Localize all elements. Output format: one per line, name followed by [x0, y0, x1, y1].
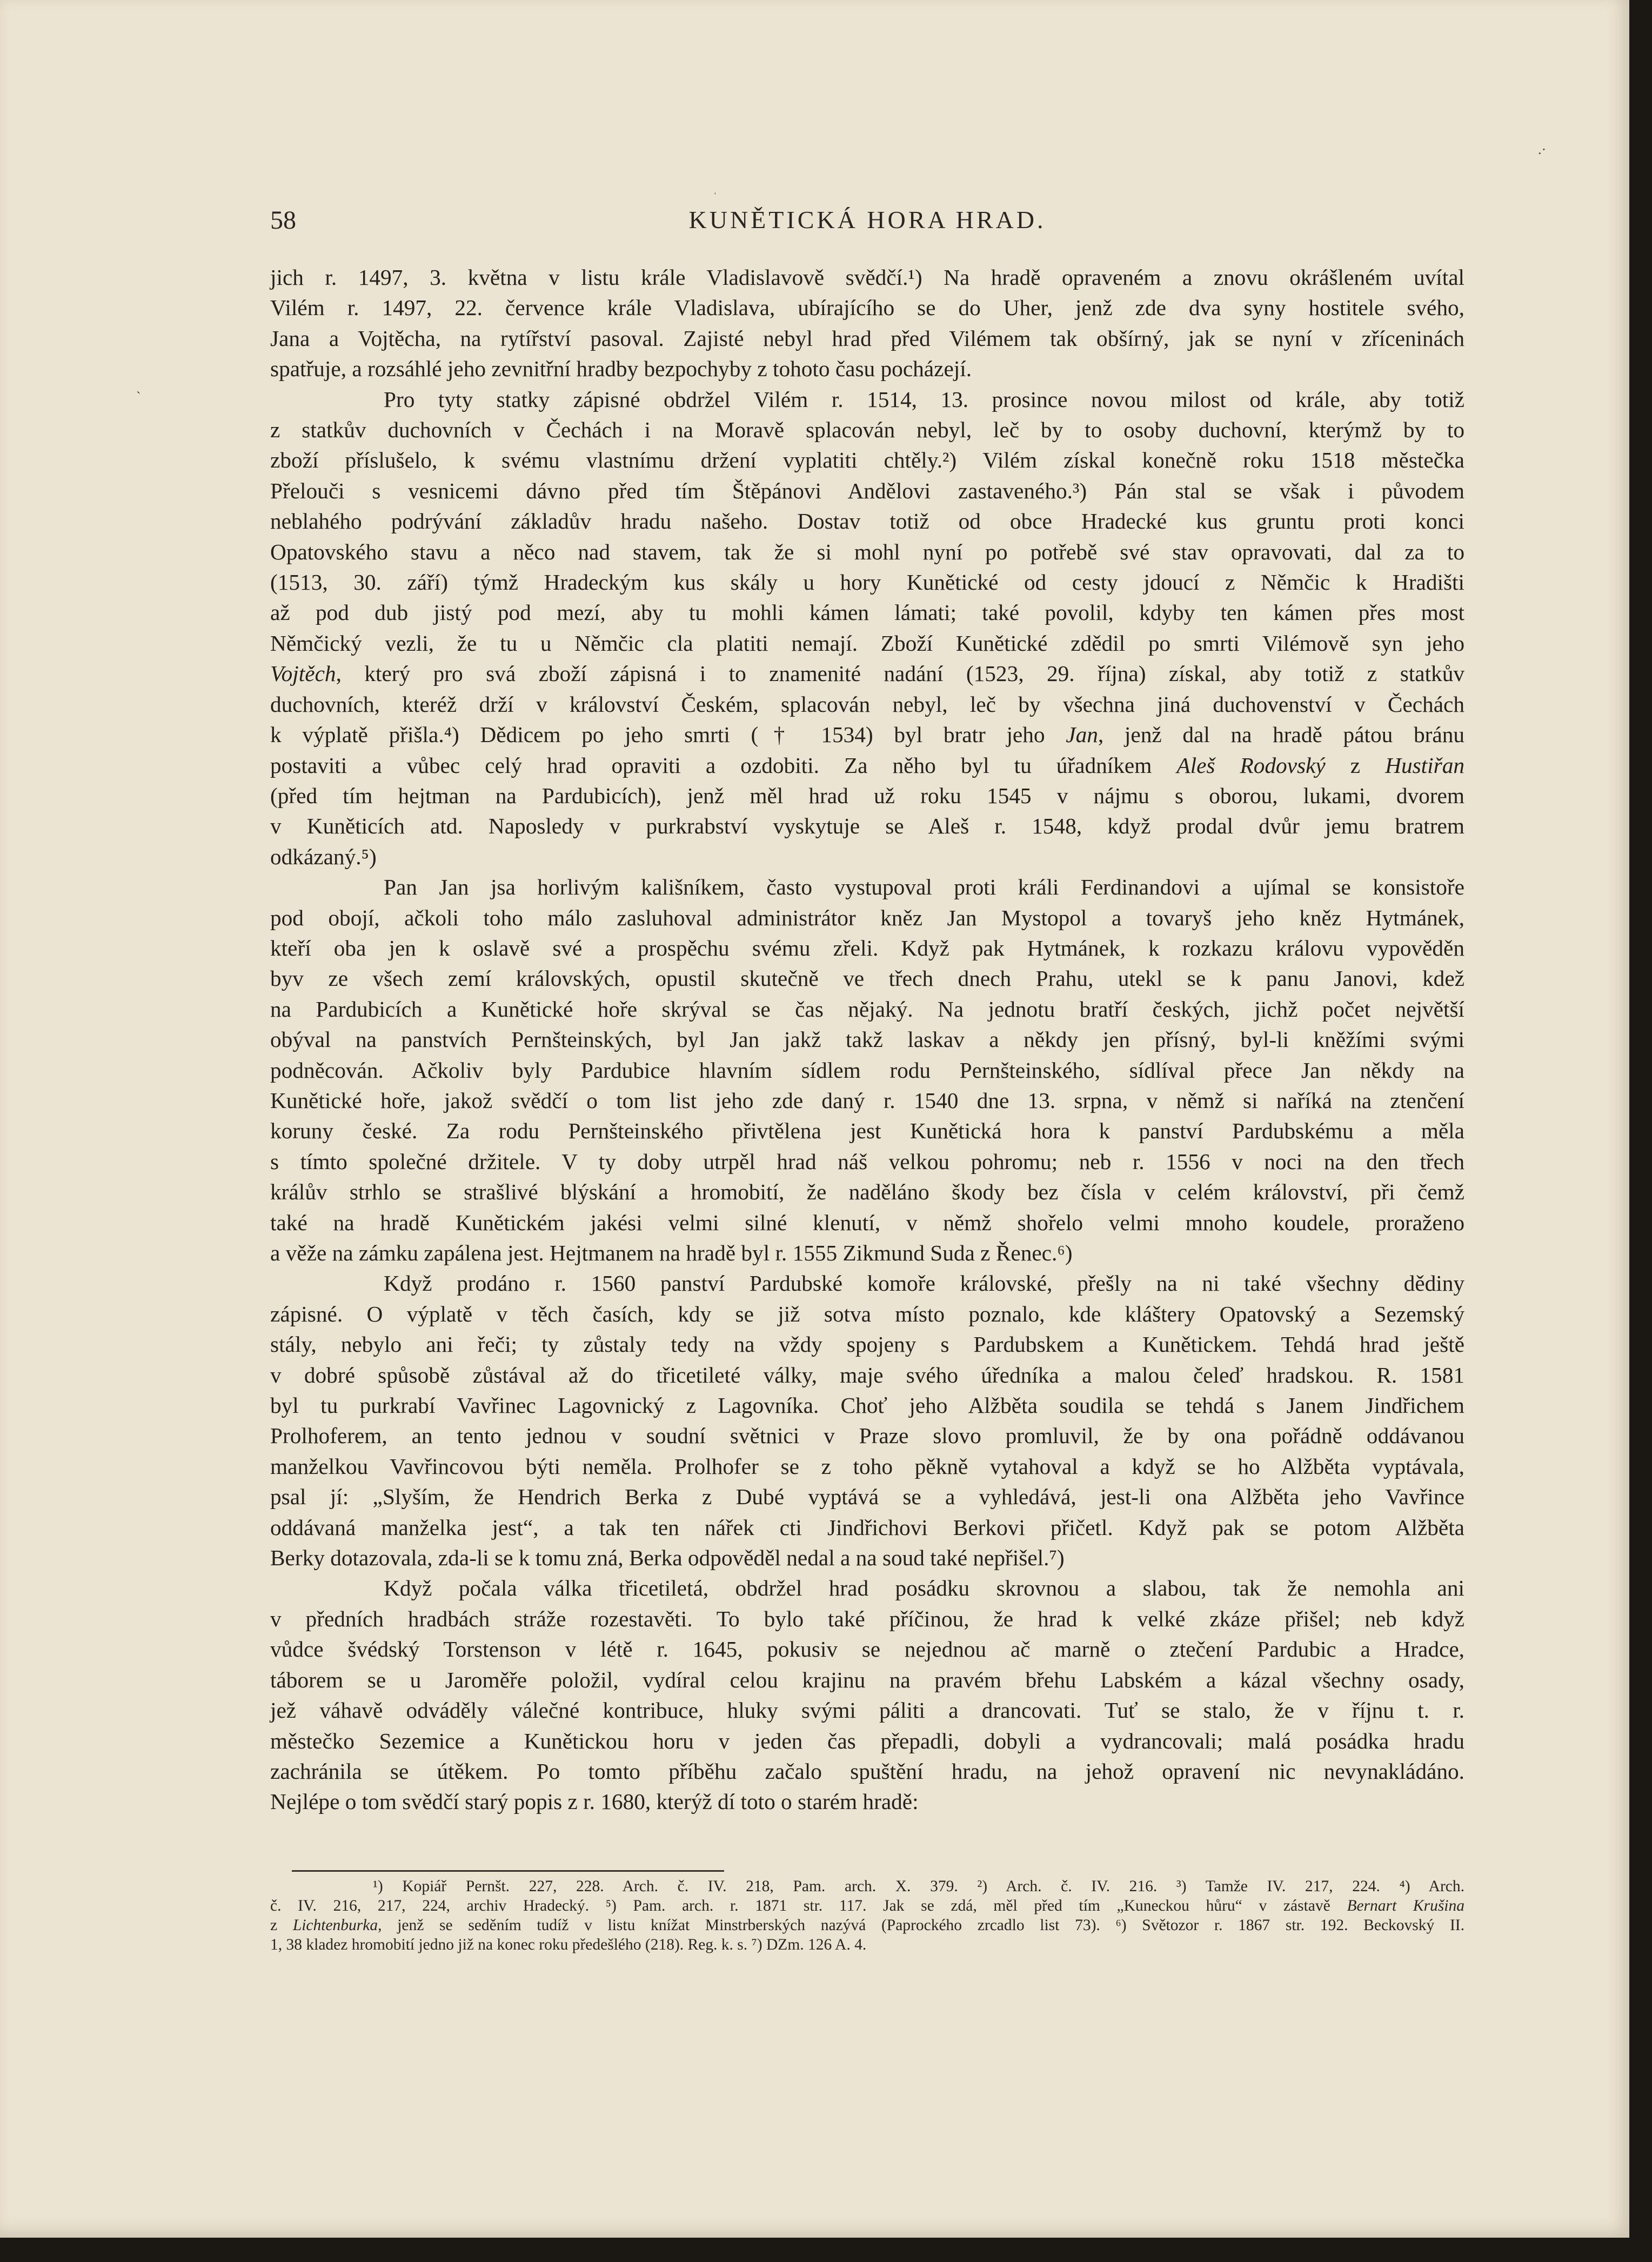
text-line: v Kuněticích atd. Naposledy v purkrabství vyskytuje se Aleš r. 1548, když prodal dvůr jemu bratrem: [270, 813, 1464, 839]
page-number: 58: [270, 206, 296, 235]
text-line: Němčický vezli, že tu u Němčic cla platiti nemají. Zboží Kunětické zdědil po smrti Vilémově syn jeho: [270, 630, 1464, 656]
footnote-line: z Lichtenburka, jenž se seděním tudíž v listu knížat Minstrberských nazývá (Paprockého zrcadlo list 73). ⁶) Světozor r. 1867 str. 192. Beckovský II.: [270, 1917, 1465, 1934]
text-line: psal jí: „Slyším, že Hendrich Berka z Dubé vyptává se a vyhledává, jest-li ona Alžběta jeho Vavřince: [270, 1484, 1464, 1510]
text-line: byl tu purkrabí Vavřinec Lagovnický z Lagovníka. Choť jeho Alžběta soudila se tehdá s Janem Jindřichem: [270, 1393, 1464, 1418]
text-line: spatřuje, a rozsáhlé jeho zevnitřní hradby bezpochyby z tohoto času pocházejí.: [270, 356, 972, 382]
page-header: [270, 205, 1464, 243]
text-line: oddávaná manželka jest“, a tak ten nářek cti Jindřichovi Berkovi přičetl. Když pak se potom Alžběta: [270, 1514, 1464, 1540]
footnote-line: 1, 38 kladez hromobití jedno již na konec roku předešlého (218). Reg. k. s. ⁷) DZm. 126 A. 4.: [270, 1936, 867, 1953]
text-line: manželkou Vavřincovou býti neměla. Prolhofer se z toho pěkně vytahoval a když se ho Alžběta vyptávala,: [270, 1453, 1464, 1479]
text-line: koruny české. Za rodu Pernšteinského přivtělena jest Kunětická hora k panství Pardubskému a měla: [270, 1118, 1464, 1144]
text-line: jež váhavě odváděly válečné kontribuce, hluky svými páliti a drancovati. Tuť se stalo, že v říjnu t. r.: [270, 1698, 1464, 1723]
text-line: táborem se u Jaroměře položil, vydíral celou krajinu na pravém břehu Labském a kázal všechny osady,: [270, 1667, 1464, 1692]
text-line: Opatovského stavu a něco nad stavem, tak že si mohl nyní po potřebě své stav opravovati, dal za to: [270, 539, 1464, 564]
text-line: duchovních, kteréž drží v království Českém, splacován nebyl, leč by všechna jiná duchovenství v Čechách: [270, 691, 1464, 717]
text-line: pod obojí, ačkoli toho málo zasluhoval administrátor kněz Jan Mystopol a tovaryš jeho kněz Hytmánek,: [270, 905, 1464, 930]
text-line: zboží příslušelo, k svému vlastnímu držení vyplatiti chtěly.²) Vilém získal konečně roku 1518 městečka: [270, 448, 1464, 473]
main-text: [270, 262, 1464, 1817]
text-line: odkázaný.⁵): [270, 844, 377, 869]
text-line: v dobré spůsobě zůstával až do třicetileté války, maje svého úředníka a malou čeleď hradskou. R. 1581: [270, 1362, 1464, 1387]
text-line: také na hradě Kunětickém jakési velmi silné klenutí, v němž shořelo velmi mnoho koudele, proraženo: [270, 1210, 1464, 1235]
text-line: s tímto společné držitele. V ty doby utrpěl hrad náš velkou pohromu; neb r. 1556 v noci na den třech: [270, 1149, 1464, 1174]
text-line: kteří oba jen k oslavě své a prospěchu svému zřeli. Když pak Hytmánek, k rozkazu královu vypověděn: [270, 935, 1464, 960]
text-line: Kunětické hoře, jakož svědčí o tom list jeho zde daný r. 1540 dne 13. srpna, v němž si naříká na ztenčení: [270, 1087, 1464, 1113]
text-line: Jana a Vojtěcha, na rytířství pasoval. Zajisté nebyl hrad před Vilémem tak obšírný, jak se nyní v zříceninách: [270, 325, 1464, 351]
text-line: a věže na zámku zapálena jest. Hejtmanem na hradě byl r. 1555 Zikmund Suda z Řenec.⁶): [270, 1240, 1073, 1265]
text-line: Pan Jan jsa horlivým kališníkem, často vystupoval proti králi Ferdinandovi a ujímal se konsistoře: [384, 875, 1464, 900]
text-line: králův strhlo se strašlivé blýskání a hromobití, že naděláno škody bez čísla v celém království, při čemž: [270, 1179, 1464, 1205]
text-line: obýval na panstvích Pernšteinských, byl Jan jakž takž laskav a někdy jen přísný, byl-li kněžími svými: [270, 1027, 1464, 1052]
text-line: Přelouči s vesnicemi dávno před tím Štěpánovi Andělovi zastaveného.³) Pán stal se však i původem: [270, 478, 1464, 503]
text-line: (před tím hejtman na Pardubicích), jenž měl hrad už roku 1545 v nájmu s oborou, lukami, dvorem: [270, 783, 1464, 808]
print-speck: .·: [1538, 142, 1547, 157]
text-line: (1513, 30. září) týmž Hradeckým kus skály u hory Kunětické od cesty jdoucí z Němčic k Hradišti: [270, 570, 1464, 595]
footnote-line: č. IV. 216, 217, 224, archiv Hradecký. ⁵) Pam. arch. r. 1871 str. 117. Jak se zdá, měl před tím „Kuneckou hůru“ v zástavě Bernart Krušina: [270, 1897, 1464, 1914]
text-line: Když prodáno r. 1560 panství Pardubské komoře královské, přešly na ni také všechny dědiny: [384, 1271, 1464, 1296]
text-line: Berky dotazovala, zda-li se k tomu zná, Berka odpověděl nedal a na soud také nepřišel.⁷): [270, 1545, 1065, 1571]
text-line: až pod dub jistý pod mezí, aby tu mohli kámen lámati; také povolil, kdyby ten kámen přes most: [270, 600, 1464, 625]
print-speck: ˌ: [713, 183, 717, 195]
running-title: KUNĚTICKÁ HORA HRAD.: [688, 206, 1046, 233]
text-line: podněcován. Ačkoliv byly Pardubice hlavním sídlem rodu Pernšteinského, sídlíval přece Jan někdy na: [270, 1057, 1464, 1083]
text-line: Prolhoferem, an tento jednou v soudní světnici v Praze slovo promluvil, že by ona pořádně oddávanou: [270, 1423, 1464, 1449]
text-line: městečko Sezemice a Kunětickou horu v jeden čas přepadli, dobyli a vydrancovali; malá posádka hradu: [270, 1728, 1464, 1753]
text-line: Nejlépe o tom svědčí starý popis z r. 1680, kterýž dí toto o starém hradě:: [270, 1789, 919, 1814]
text-line: Vilém r. 1497, 22. července krále Vladislava, ubírajícího se do Uher, jenž zde dva syny hostitele svého,: [270, 295, 1464, 321]
text-line: k výplatě přišla.⁴) Dědicem po jeho smrti († 1534) byl bratr jeho Jan, jenž dal na hradě pátou bránu: [270, 722, 1465, 748]
footnote-separator: [292, 1870, 724, 1872]
text-line: Pro tyty statky zápisné obdržel Vilém r. 1514, 13. prosince novou milost od krále, aby totiž: [384, 386, 1464, 412]
text-line: na Pardubicích a Kunětické hoře skrýval se čas nějaký. Na jednotu bratří českých, jichž počet největší: [270, 996, 1464, 1022]
footnote-line: ¹) Kopiář Pernšt. 227, 228. Arch. č. IV. 218, Pam. arch. X. 379. ²) Arch. č. IV. 216. ³) Tamže IV. 217, 224. ⁴) Arch.: [373, 1878, 1464, 1895]
text-line: Vojtěch, který pro svá zboží zápisná i to znamenité nadání (1523, 29. října) získal, aby totiž z statkův: [270, 661, 1464, 686]
text-line: Když počala válka třicetiletá, obdržel hrad posádku skrovnou a slabou, tak že nemohla ani: [384, 1576, 1464, 1601]
text-line: z statkův duchovních v Čechách i na Moravě splacován nebyl, leč by to osoby duchovní, kterýmž by to: [270, 417, 1464, 443]
text-line: zápisné. O výplatě v těch časích, kdy se již sotva místo poznalo, kde kláštery Opatovský a Sezemský: [270, 1301, 1464, 1326]
text-line: zachránila se útěkem. Po tomto příběhu začalo spuštění hradu, na jehož opravení nic nevynakládáno.: [270, 1758, 1464, 1784]
text-line: neblahého podrývání základův hradu našeho. Dostav totiž od obce Hradecké kus gruntu proti konci: [270, 509, 1464, 534]
text-line: v předních hradbách stráže rozestavěti. To bylo také příčinou, že hrad k velké zkáze přišel; neb když: [270, 1606, 1464, 1631]
footnotes: [270, 1877, 1464, 1954]
text-line: jich r. 1497, 3. května v listu krále Vladislavově svědčí.¹) Na hradě opraveném a znovu okrášleném uvítal: [270, 265, 1464, 290]
print-speck: ˏ: [136, 378, 141, 394]
text-line: stály, nebylo ani řeči; ty zůstaly tedy na vždy spojeny s Pardubskem a Kunětickem. Tehdá hrad ještě: [270, 1332, 1464, 1357]
text-line: byv ze všech zemí královských, opustil skutečně ve třech dnech Prahu, utekl se k panu Janovi, kdež: [270, 966, 1464, 991]
text-line: vůdce švédský Torstenson v létě r. 1645, pokusiv se nejednou ač marně o ztečení Pardubic a Hradce,: [270, 1637, 1464, 1662]
text-line: postaviti a vůbec celý hrad opraviti a ozdobiti. Za něho byl tu úřadníkem Aleš Rodovský z Hustiřan: [270, 752, 1464, 778]
